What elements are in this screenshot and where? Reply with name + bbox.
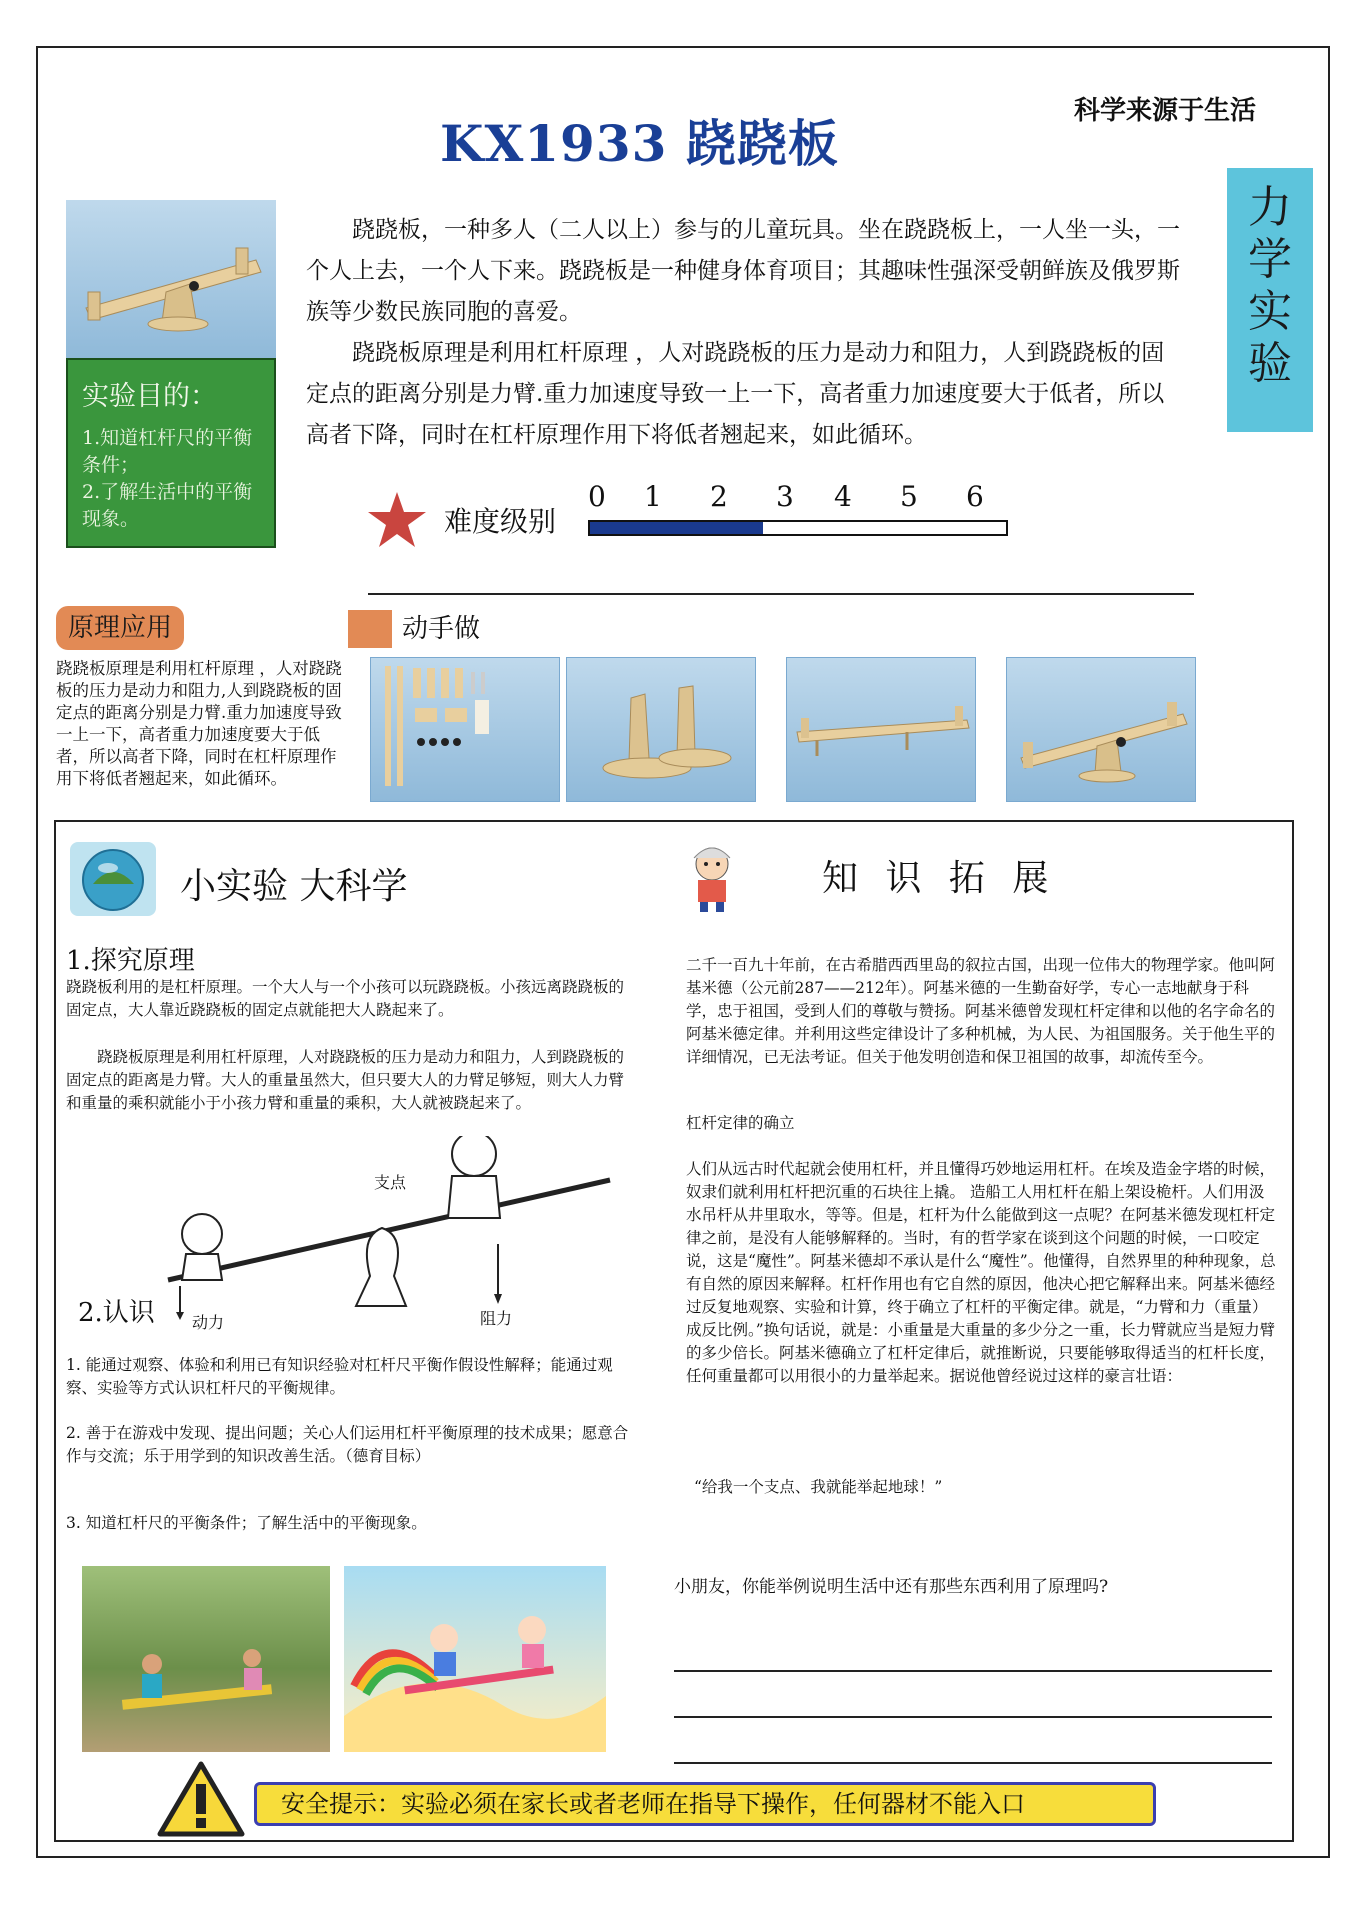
product-photo — [66, 200, 276, 358]
safety-notice: 安全提示：实验必须在家长或者老师在指导下操作，任何器材不能入口 — [254, 1782, 1156, 1826]
kids-seesaw-image — [82, 1566, 330, 1752]
inquiry-paragraph: 跷跷板原理是利用杠杆原理，人对跷跷板的压力是动力和阻力，人到跷跷板的固定点的距离是力臂。大人的重量虽然大，但只要大人的力臂足够短，则大人力臂和重量的乘积就能小于小孩力臂和重量的乘积，大人就被跷起来了。 — [66, 1048, 625, 1112]
goal-item: 2.了解生活中的平衡现象。 — [82, 481, 253, 530]
scale-tick: 0 — [588, 480, 606, 513]
category-char: 学 — [1248, 234, 1292, 285]
handson-marker — [348, 610, 392, 648]
experiment-goal-box — [66, 358, 276, 548]
lever-law-paragraph: 人们从远古时代起就会使用杠杆，并且懂得巧妙地运用杠杆。在埃及造金字塔的时候，奴隶们就利用杠杆把沉重的石块往上撬。 造船工人用杠杆在船上架设桅杆。人们用汲水吊杆从井里取水，等等。但是，杠杆为什么能做到这一点呢？在阿基米德发现杠杆定律之前，是没有人能够解释的。当时，有的哲学家在谈到这个问题的时候，一口咬定说，这是“魔性”。阿基米德却不承认是什么“魔性”。他懂得，自然界里的种种现象，总有自然的原因来解释。杠杆作用也有它自然的原因，他决心把它解释出来。阿基米德经过反复地观察、实验和计算，终于确立了杠杆的平衡定律。就是，“力臂和力（重量）成反比例。”换句话说，就是：小重量是大重量的多少分之一重，长力臂就应当是短力臂的多少倍长。阿基米德确立了杠杆定律后，就推断说，只要能够取得适当的杠杆长度，任何重量都可以用很小的力量举起来。据说他曾经说过这样的豪言壮语： — [686, 1160, 1276, 1385]
finished-seesaw-image — [1007, 658, 1196, 802]
difficulty-label: 难度级别 — [444, 505, 557, 538]
handson-label: 动手做 — [402, 614, 481, 644]
scale-tick: 2 — [710, 480, 728, 513]
effort-label: 动力 — [192, 1313, 225, 1332]
category-tag — [1227, 168, 1313, 432]
playground-photo — [82, 1566, 330, 1752]
plank-image — [787, 658, 976, 802]
page-title: KX1933 跷跷板 — [440, 114, 839, 173]
base-image — [567, 658, 756, 802]
seesaw-diagram — [150, 1136, 620, 1336]
intro-paragraph: 跷跷板原理是利用杠杆原理 ，人对跷跷板的压力是动力和阻力，人到跷跷板的固定点的距离分别是力臂.重力加速度导致一上一下，高者重力加速度要大于低者，所以高者下降，同时在杠杆原理作用下将低者翘起来，如此循环。 — [306, 340, 1165, 448]
inquiry-paragraph: 跷跷板利用的是杠杆原理。一个大人与一个小孩可以玩跷跷板。小孩远离跷跷板的固定点，大人靠近跷跷板的固定点就能把大人跷起来了。 — [66, 978, 625, 1019]
archimedes-quote: “给我一个支点、我就能举起地球！” — [694, 1478, 943, 1496]
lever-law-subheading: 杠杆定律的确立 — [686, 1114, 795, 1132]
globe-icon — [68, 840, 158, 918]
scale-tick: 6 — [966, 480, 984, 513]
goal-heading: 实验目的： — [82, 381, 217, 412]
difficulty-bar — [588, 520, 1008, 536]
divider — [368, 593, 1194, 595]
difficulty-bar-fill — [590, 522, 763, 534]
know-item: 1. 能通过观察、体验和利用已有知识经验对杠杆尺平衡作假设性解释；能通过观察、实验等方式认识杠杆尺的平衡规律。 — [66, 1356, 613, 1397]
scale-tick: 3 — [776, 480, 794, 513]
category-char: 力 — [1248, 182, 1292, 233]
answer-line — [674, 1716, 1272, 1718]
seesaw-model-image — [66, 200, 276, 358]
inquiry-title: 1.探究原理 — [66, 946, 195, 976]
star-icon — [366, 490, 428, 550]
intro-paragraph: 跷跷板，一种多人（二人以上）参与的儿童玩具。坐在跷跷板上，一人坐一头，一个人上去，一个人下来。跷跷板是一种健身体育项目；其趣味性强深受朝鲜族及俄罗斯族等少数民族同胞的喜爱。 — [306, 217, 1180, 325]
question-text: 小朋友，你能举例说明生活中还有那些东西利用了原理吗? — [674, 1577, 1109, 1597]
step-photo-finished — [1006, 657, 1196, 802]
know-title: 2.认识 — [78, 1298, 155, 1328]
category-char: 实 — [1248, 286, 1292, 337]
principle-label: 原理应用 — [56, 606, 184, 650]
category-char: 验 — [1248, 338, 1292, 389]
goal-item: 1.知道杠杆尺的平衡条件； — [82, 427, 253, 476]
scientist-avatar — [682, 842, 744, 914]
know-item: 2. 善于在游戏中发现、提出问题；关心人们运用杠杆平衡原理的技术成果；愿意合作与交流；乐于用学到的知识改善生活。（德育目标） — [66, 1424, 629, 1465]
principle-text: 跷跷板原理是利用杠杆原理 ，人对跷跷板的压力是动力和阻力,人到跷跷板的固定点的距离分别是力臂.重力加速度导致一上一下，高者重力加速度要大于低者，所以高者下降，同时在杠杆原理作用下将低者翘起来，如此循环。 — [56, 659, 342, 788]
cartoon-seesaw-image — [344, 1566, 606, 1752]
archimedes-paragraph: 二千一百九十年前，在古希腊西西里岛的叙拉古国，出现一位伟大的物理学家。他叫阿基米德（公元前287——212年）。阿基米德的一生勤奋好学，专心一志地献身于科学，忠于祖国，受到人们的尊敬与赞扬。阿基米德曾发现杠杆定律和以他的名字命名的阿基米德定律。并利用这些定律设计了多种机械，为人民、为祖国服务。关于他生平的详细情况，已无法考证。但关于他发明创造和保卫祖国的故事，却流传至今。 — [686, 956, 1276, 1066]
step-photo-plank — [786, 657, 976, 802]
right-section-heading: 知 识 拓 展 — [822, 858, 1057, 899]
know-item: 3. 知道杠杆尺的平衡条件；了解生活中的平衡现象。 — [66, 1514, 427, 1532]
intro-text — [306, 210, 1186, 456]
resistance-label: 阻力 — [480, 1309, 513, 1328]
answer-line — [674, 1670, 1272, 1672]
answer-line — [674, 1762, 1272, 1764]
scale-tick: 4 — [834, 480, 852, 513]
left-section-heading: 小实验 大科学 — [180, 866, 408, 907]
slogan: 科学来源于生活 — [1074, 96, 1257, 126]
cartoon-illustration — [344, 1566, 606, 1752]
fulcrum-label: 支点 — [374, 1173, 407, 1192]
scale-tick: 5 — [900, 480, 918, 513]
parts-image — [371, 658, 560, 802]
step-photo-base — [566, 657, 756, 802]
step-photo-parts — [370, 657, 560, 802]
scale-tick: 1 — [644, 480, 662, 513]
warning-icon — [156, 1760, 246, 1838]
